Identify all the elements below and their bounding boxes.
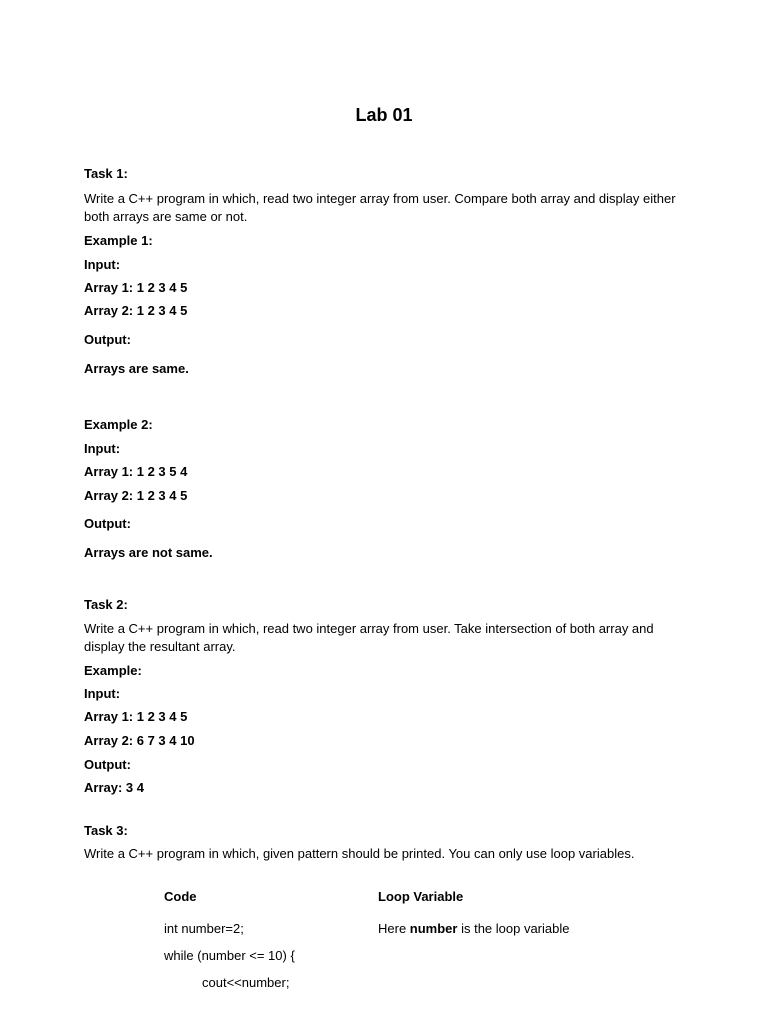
task2-example-output-label: Output: — [84, 757, 131, 772]
task1-example2-array1: Array 1: 1 2 3 5 4 — [84, 464, 188, 479]
task1-example2-array2: Array 2: 1 2 3 4 5 — [84, 488, 188, 503]
task1-example1-output: Arrays are same. — [84, 361, 189, 376]
task2-example-array2: Array 2: 6 7 3 4 10 — [84, 733, 195, 748]
table-header-code: Code — [164, 889, 197, 904]
code-line-3: cout<<number; — [202, 975, 290, 990]
loop-variable-description — [378, 920, 569, 938]
loop-variable-name: number — [409, 921, 458, 936]
task1-example1-heading: Example 1: — [84, 233, 153, 248]
task3-description: Write a C++ program in which, given pattern should be printed. You can only use loop variables. — [84, 846, 635, 861]
code-line-2: while (number <= 10) { — [164, 948, 295, 963]
task1-example2-output-label: Output: — [84, 516, 131, 531]
loop-variable-prefix: Here — [378, 921, 410, 936]
task1-description: Write a C++ program in which, read two integer array from user. Compare both array and display either both arrays are same or not. — [84, 191, 676, 224]
code-line-1: int number=2; — [164, 921, 244, 936]
task2-description: Write a C++ program in which, read two integer array from user. Take intersection of both array and display the resultant array. — [84, 621, 654, 654]
task2-example-input-label: Input: — [84, 686, 121, 701]
task1-heading: Task 1: — [84, 166, 128, 181]
page-title: Lab 01 — [355, 105, 413, 125]
task1-example1-output-label: Output: — [84, 332, 131, 347]
task1-example2-input-label: Input: — [84, 441, 121, 456]
task3-heading: Task 3: — [84, 823, 128, 838]
task2-heading: Task 2: — [84, 597, 128, 612]
task2-example-heading: Example: — [84, 663, 142, 678]
table-header-loop-variable: Loop Variable — [378, 889, 464, 904]
task1-example1-input-label: Input: — [84, 257, 121, 272]
loop-variable-suffix: is the loop variable — [457, 921, 570, 936]
task2-example-output: Array: 3 4 — [84, 780, 144, 795]
task1-example1-array1: Array 1: 1 2 3 4 5 — [84, 280, 188, 295]
task1-example2-output: Arrays are not same. — [84, 545, 213, 560]
task1-example1-array2: Array 2: 1 2 3 4 5 — [84, 303, 188, 318]
task2-example-array1: Array 1: 1 2 3 4 5 — [84, 709, 188, 724]
task1-example2-heading: Example 2: — [84, 417, 153, 432]
